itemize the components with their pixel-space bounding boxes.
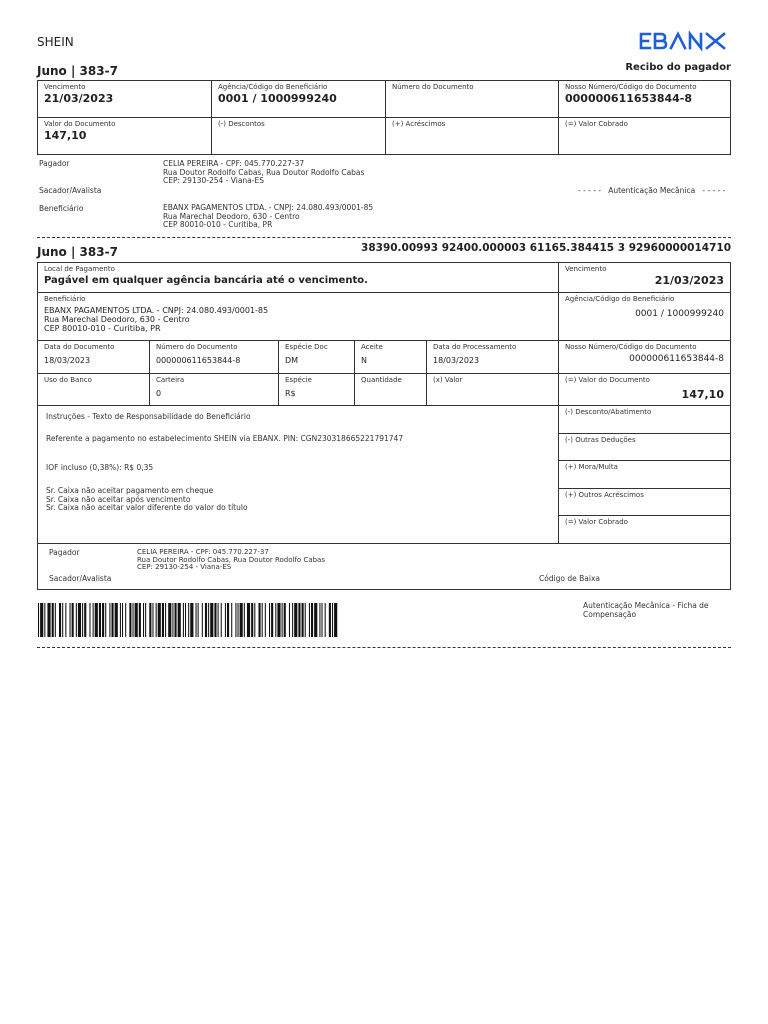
especie-doc: DM	[285, 356, 299, 365]
receipt-pagador-line2: Rua Doutor Rodolfo Cabas, Rua Doutor Rodolfo Cabas	[163, 167, 365, 177]
especie: R$	[285, 389, 296, 398]
slip-valor-doc-label: (=) Valor do Documento	[565, 376, 650, 384]
instr-line-1: Sr. Caixa não aceitar pagamento em cheque	[46, 486, 214, 495]
especie-doc-cell	[279, 341, 355, 374]
receipt-vencimento-label: Vencimento	[44, 83, 86, 91]
receipt-vencimento: 21/03/2023	[44, 92, 114, 105]
instr-line-2: Sr. Caixa não aceitar após vencimento	[46, 494, 191, 504]
outras-deducoes-label: (-) Outras Deduções	[565, 436, 636, 444]
quantidade-label: Quantidade	[361, 376, 402, 384]
slip-pagador-line2: Rua Doutor Rodolfo Cabas, Rua Doutor Rodolfo Cabas	[137, 555, 325, 564]
slip-bank-code: Juno | 383-7	[37, 245, 118, 259]
receipt-valor-doc: 147,10	[44, 129, 87, 142]
receipt-valor-doc-cell	[38, 118, 212, 154]
xvalor-cell	[427, 374, 559, 406]
mora-label: (+) Mora/Multa	[565, 463, 618, 471]
slip-valor-cobrado-label: (=) Valor Cobrado	[565, 518, 628, 526]
slip-valor-doc-cell	[559, 374, 730, 406]
instr-caixa-block	[46, 487, 550, 513]
slip-vencimento-label: Vencimento	[565, 265, 607, 273]
slip-table	[37, 262, 731, 544]
slip-pagador-line3: CEP: 29130-254 - Viana-ES	[137, 563, 232, 571]
slip-agencia-cell	[559, 293, 730, 341]
uso-banco-label: Uso do Banco	[44, 376, 92, 384]
xvalor-label: (x) Valor	[433, 376, 463, 384]
receipt-sacador-label: Sacador/Avalista	[39, 186, 102, 195]
slip-pagador-label: Pagador	[49, 548, 80, 557]
slip-vencimento-cell	[559, 263, 730, 293]
receipt-agencia-cell	[212, 81, 386, 118]
aceite: N	[361, 356, 367, 365]
slip-valor-cobrado-cell	[559, 516, 730, 543]
slip-nosso-num: 000000611653844-8	[629, 354, 724, 364]
receipt-descontos-label: (-) Descontos	[218, 120, 265, 128]
receipt-pagador-block	[163, 160, 364, 186]
data-doc-label: Data do Documento	[44, 343, 115, 351]
receipt-acrescimos-label: (+) Acréscimos	[392, 120, 446, 128]
aceite-label: Aceite	[361, 343, 383, 351]
receipt-autenticacao: - - - - - Autenticação Mecânica - - - - -	[578, 186, 726, 195]
slip-nosso-num-label: Nosso Número/Código do Documento	[565, 343, 697, 351]
receipt-descontos-cell	[212, 118, 386, 154]
uso-banco-cell	[38, 374, 150, 406]
slip-sacador-label: Sacador/Avalista	[49, 574, 112, 583]
local-pagamento-cell	[38, 263, 559, 293]
mora-cell	[559, 461, 730, 489]
carteira: 0	[156, 389, 162, 398]
data-doc: 18/03/2023	[44, 356, 91, 365]
receipt-valor-cobrado-label: (=) Valor Cobrado	[565, 120, 628, 128]
receipt-agencia: 0001 / 1000999240	[218, 92, 337, 105]
slip-benef-line3: CEP 80010-010 - Curitiba, PR	[44, 324, 161, 333]
receipt-num-doc-label: Número do Documento	[392, 83, 474, 91]
receipt-acrescimos-cell	[386, 118, 559, 154]
slip-nosso-num-cell	[559, 341, 730, 374]
receipt-benef-line3: CEP 80010-010 - Curitiba, PR	[163, 220, 273, 229]
barcode	[38, 603, 338, 637]
receipt-pagador-line3: CEP: 29130-254 - Viana-ES	[163, 176, 264, 185]
codigo-baixa-label: Código de Baixa	[539, 574, 601, 583]
receipt-valor-cobrado-cell	[559, 118, 730, 154]
carteira-cell	[150, 374, 279, 406]
receipt-title: Recibo do pagador	[625, 62, 731, 73]
carteira-label: Carteira	[156, 376, 185, 384]
data-proc: 18/03/2023	[433, 356, 480, 365]
num-doc: 000000611653844-8	[156, 356, 241, 365]
autenticacao-line2: Compensação	[583, 609, 637, 619]
instrucoes-cell	[38, 406, 559, 543]
quantidade-cell	[355, 374, 427, 406]
receipt-table	[37, 80, 731, 155]
receipt-bank-code: Juno | 383-7	[37, 64, 118, 78]
receipt-beneficiario-block	[163, 204, 373, 230]
slip-agencia: 0001 / 1000999240	[635, 309, 724, 319]
receipt-nosso-num: 000000611653844-8	[565, 92, 693, 105]
slip-benef-line2: Rua Marechal Deodoro, 630 - Centro	[44, 315, 190, 324]
local-pagamento-label: Local de Pagamento	[44, 265, 115, 273]
num-doc-cell	[150, 341, 279, 374]
desconto-cell	[559, 406, 730, 434]
instr-line-3: Sr. Caixa não aceitar valor diferente do valor do título	[46, 503, 248, 512]
receipt-benef-line2: Rua Marechal Deodoro, 630 - Centro	[163, 211, 300, 221]
receipt-num-doc-cell	[386, 81, 559, 118]
receipt-vencimento-cell	[38, 81, 212, 118]
num-doc-label: Número do Documento	[156, 343, 238, 351]
instrucoes-label: Instruções - Texto de Responsabilidade do Beneficiário	[46, 412, 251, 421]
outras-deducoes-cell	[559, 434, 730, 461]
linha-digitavel: 38390.00993 92400.000003 61165.384415 3 92960000014710	[361, 242, 731, 254]
data-proc-label: Data do Processamento	[433, 343, 517, 351]
slip-pagador-line1: CELIA PEREIRA - CPF: 045.770.227-37	[137, 548, 269, 556]
slip-beneficiario-label: Beneficiário	[44, 295, 86, 303]
instr-iof: IOF incluso (0,38%): R$ 0,35	[46, 463, 154, 472]
especie-label: Espécie	[285, 376, 312, 384]
especie-cell	[279, 374, 355, 406]
slip-pagador-block	[137, 549, 325, 572]
especie-doc-label: Espécie Doc	[285, 343, 328, 351]
receipt-pagador-line1: CELIA PEREIRA - CPF: 045.770.227-37	[163, 159, 305, 168]
outros-acrescimos-label: (+) Outros Acréscimos	[565, 491, 644, 499]
autenticacao-line1: Autenticação Mecânica - Ficha de	[583, 601, 709, 610]
slip-valor-doc: 147,10	[681, 388, 724, 401]
desconto-label: (-) Desconto/Abatimento	[565, 408, 652, 416]
slip-beneficiario-cell	[38, 293, 559, 341]
ebanx-logo	[638, 30, 728, 52]
slip-vencimento: 21/03/2023	[654, 274, 724, 287]
cut-line-top	[37, 237, 731, 238]
receipt-nosso-num-cell	[559, 81, 730, 118]
slip-agencia-label: Agência/Código do Beneficiário	[565, 295, 675, 303]
autenticacao-block	[583, 602, 709, 619]
store-name: SHEIN	[37, 35, 74, 49]
receipt-beneficiario-label: Beneficiário	[39, 204, 84, 213]
slip-pagador-box	[37, 543, 731, 590]
slip-benef-line1: EBANX PAGAMENTOS LTDA. - CNPJ: 24.080.493/0001-85	[44, 306, 269, 315]
receipt-nosso-num-label: Nosso Número/Código do Documento	[565, 83, 697, 91]
receipt-pagador-label: Pagador	[39, 159, 70, 168]
outros-acrescimos-cell	[559, 489, 730, 516]
local-pagamento: Pagável em qualquer agência bancária até o vencimento.	[44, 275, 368, 286]
data-doc-cell	[38, 341, 150, 374]
data-proc-cell	[427, 341, 559, 374]
receipt-agencia-label: Agência/Código do Beneficiário	[218, 83, 328, 91]
aceite-cell	[355, 341, 427, 374]
receipt-benef-line1: EBANX PAGAMENTOS LTDA. - CNPJ: 24.080.493/0001-85	[163, 203, 374, 212]
receipt-valor-doc-label: Valor do Documento	[44, 120, 116, 128]
cut-line-bottom	[37, 647, 731, 648]
instr-referencia: Referente a pagamento no estabelecimento SHEIN via EBANX. PIN: CGN230318665221791747	[46, 434, 404, 443]
